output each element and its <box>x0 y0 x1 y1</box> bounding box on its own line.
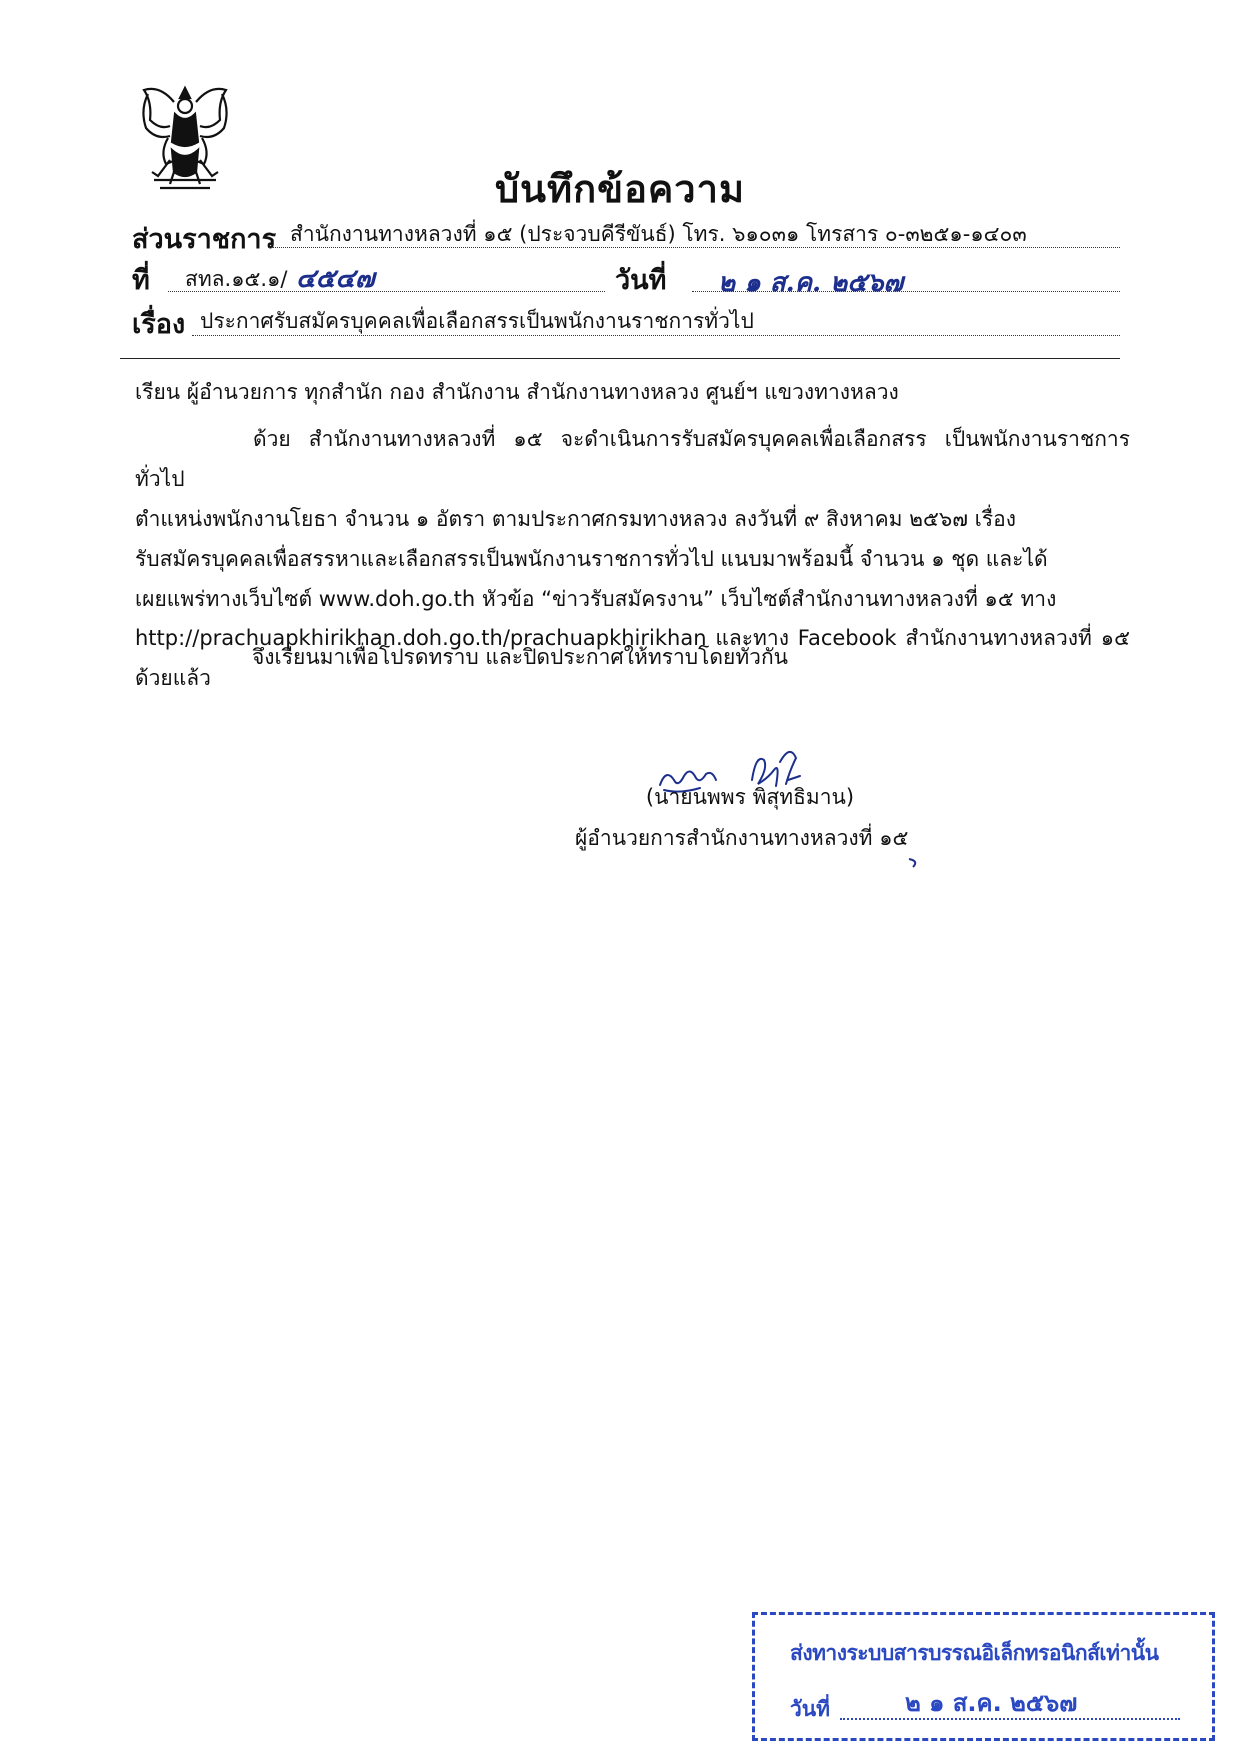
date-label: วันที่ <box>615 265 667 296</box>
stamp-dotted-line <box>840 1718 1180 1720</box>
body-line: ตำแหน่งพนักงานโยธา จำนวน ๑ อัตรา ตามประกาศกรมทางหลวง ลงวันที่ ๙ สิงหาคม ๒๕๖๗ เรื่อง <box>135 506 1017 531</box>
electronic-delivery-stamp <box>752 1612 1215 1741</box>
ref-dotted-line <box>168 291 605 292</box>
body-line: เผยแพร่ทางเว็บไซต์ www.doh.go.th หัวข้อ “ข่าวรับสมัครงาน” เว็บไซต์สำนักงานทางหลวงที่ ๑๕ ทาง <box>135 586 1057 611</box>
body-line: http://prachuapkhirikhan.doh.go.th/prachuapkhirikhan และทาง Facebook สำนักงานทางหลวงที่ ๑๕ ด้วยแล้ว <box>135 626 1130 691</box>
signatory-position: ผู้อำนวยการสำนักงานทางหลวงที่ ๑๕ <box>575 826 909 850</box>
ref-number: ๔๕๔๗ <box>296 264 375 294</box>
stamp-date-value: ๒ ๑ ส.ค. ๒๕๖๗ <box>905 1689 1078 1717</box>
page-title: บันทึกข้อความ <box>494 167 746 211</box>
header-divider <box>120 358 1120 359</box>
date-value: ๒ ๑ ส.ค. ๒๕๖๗ <box>718 268 904 298</box>
date-dotted-line <box>692 291 1120 292</box>
agency-dotted-line <box>268 247 1120 248</box>
agency-label: ส่วนราชการ <box>132 224 277 255</box>
agency-value: สำนักงานทางหลวงที่ ๑๕ (ประจวบคีรีขันธ์) โทร. ๖๑๐๓๑ โทรสาร ๐-๓๒๕๑-๑๔๐๓ <box>290 222 1027 246</box>
salutation: เรียน ผู้อำนวยการ ทุกสำนัก กอง สำนักงาน สำนักงานทางหลวง ศูนย์ฯ แขวงทางหลวง <box>135 380 899 404</box>
subject-label: เรื่อง <box>132 309 186 340</box>
ref-label: ที่ <box>132 265 150 296</box>
signatory-name: (นายนพพร พิสุทธิมาน) <box>645 785 855 809</box>
body-line: รับสมัครบุคคลเพื่อสรรหาและเลือกสรรเป็นพนักงานราชการทั่วไป แนบมาพร้อมนี้ จำนวน ๑ ชุด และได้ <box>135 546 1048 571</box>
subject-dotted-line <box>192 335 1120 336</box>
handwritten-mark <box>905 855 927 871</box>
stamp-text: ส่งทางระบบสารบรรณอิเล็กทรอนิกส์เท่านั้น <box>790 1641 1159 1665</box>
body-line: ด้วย สำนักงานทางหลวงที่ ๑๕ จะดำเนินการรับสมัครบุคคลเพื่อเลือกสรร เป็นพนักงานราชการทั่วไป <box>135 427 1130 491</box>
subject-value: ประกาศรับสมัครบุคคลเพื่อเลือกสรรเป็นพนักงานราชการทั่วไป <box>200 309 754 333</box>
stamp-date-label: วันที่ <box>790 1697 830 1721</box>
closing-line: จึงเรียนมาเพื่อโปรดทราบ และปิดประกาศให้ทราบโดยทั่วกัน <box>252 645 789 669</box>
ref-value: สทล.๑๕.๑/ <box>185 267 288 291</box>
